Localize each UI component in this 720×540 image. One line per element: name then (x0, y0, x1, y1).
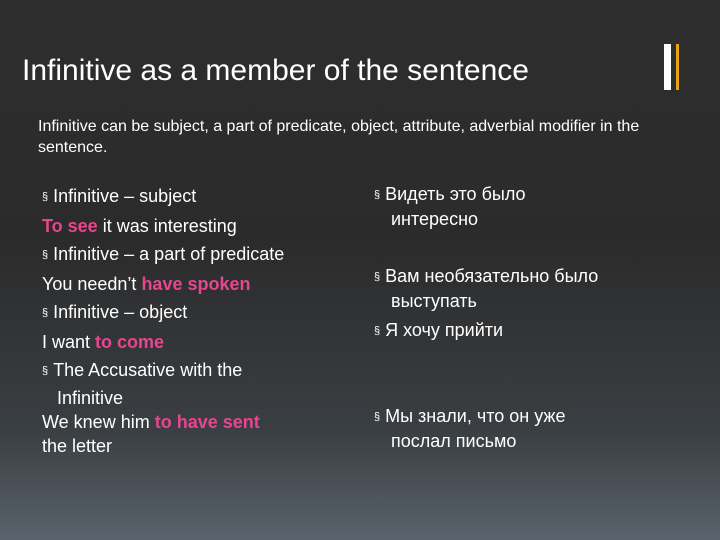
example-highlight: have spoken (141, 273, 251, 294)
bullet-accusative-infinitive (42, 356, 332, 386)
example-highlight: to come (95, 331, 165, 352)
bullet-infinitive-subject (42, 182, 332, 212)
bullet-icon: § (42, 249, 49, 261)
english-examples-column (42, 182, 332, 458)
bullet-icon: § (42, 365, 49, 377)
bullet-icon: § (374, 189, 381, 201)
translation-continuation: выступать (391, 291, 477, 311)
title-accent-bar-white (664, 44, 671, 90)
bullet-text: Infinitive – object (53, 302, 188, 322)
bullet-infinitive-predicate (42, 240, 332, 270)
example-object (42, 328, 332, 357)
bullet-infinitive-object (42, 298, 332, 328)
bullet-text: Infinitive – subject (53, 186, 197, 206)
example-text: We knew him (42, 411, 155, 432)
slide-title: Infinitive as a member of the sentence (22, 54, 529, 87)
bullet-icon: § (374, 271, 381, 283)
example-text: it was interesting (97, 215, 237, 236)
example-predicate (42, 270, 332, 299)
translation-accusative (374, 404, 704, 453)
translation-continuation: послал письмо (391, 431, 517, 451)
bullet-text: Infinitive – a part of predicate (53, 244, 285, 264)
example-continuation: the letter (42, 435, 113, 456)
bullet-icon: § (42, 307, 49, 319)
example-highlight: to have sent (154, 411, 260, 432)
bullet-text: The Accusative with the (53, 360, 243, 380)
example-highlight: To see (42, 215, 98, 236)
translation-text: Мы знали, что он уже (385, 406, 566, 426)
example-text: You needn’t (42, 273, 142, 294)
bullet-icon: § (374, 325, 381, 337)
example-accusative (42, 410, 332, 434)
bullet-continuation: Infinitive (57, 387, 124, 408)
translation-predicate (374, 264, 704, 313)
translation-text: Я хочу прийти (385, 320, 504, 340)
translation-continuation: интересно (391, 209, 479, 229)
translation-subject (374, 182, 704, 231)
title-accent-bar-orange (676, 44, 679, 90)
intro-text: Infinitive can be subject, a part of predicate, object, attribute, adverbial modifier in the sentence. (38, 118, 640, 156)
translation-text: Видеть это было (385, 184, 526, 204)
translation-text: Вам необязательно было (385, 266, 599, 286)
example-text: I want (42, 331, 96, 352)
bullet-icon: § (42, 191, 49, 203)
example-subject (42, 212, 332, 241)
translation-object (374, 318, 704, 343)
bullet-icon: § (374, 411, 381, 423)
